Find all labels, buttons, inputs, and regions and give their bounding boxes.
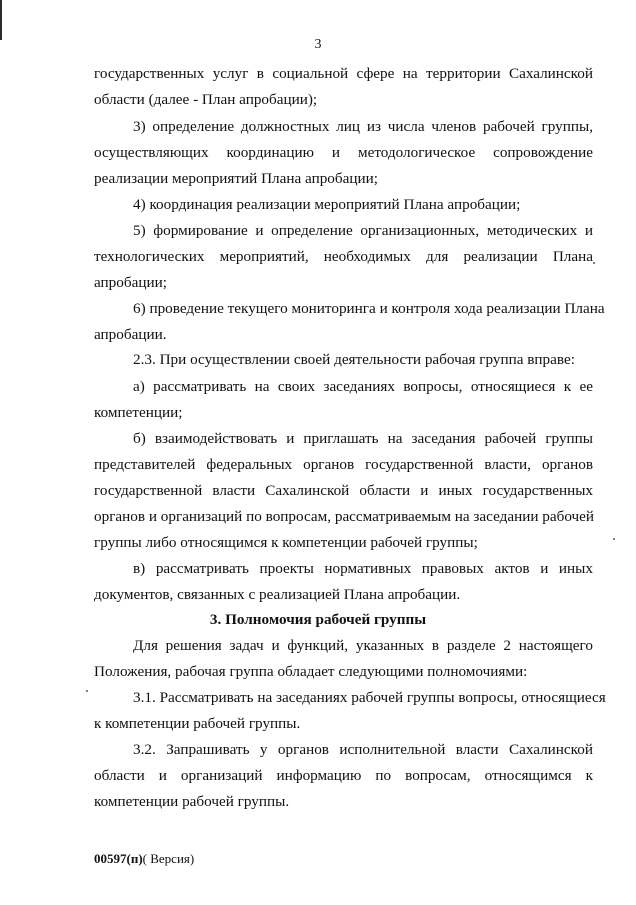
paragraph-line: представителей федеральных органов государственной власти, органов [94,456,593,473]
paragraph-line: апробации. [94,326,167,343]
document-version: ( Версия) [142,851,195,866]
section-heading: 3. Полномочия рабочей группы [209,611,427,628]
paragraph-line: документов, связанных с реализацией Плана апробации. [94,586,461,603]
paragraph-line: компетенции рабочей группы. [94,793,290,810]
paragraph-line: апробации; [94,274,167,291]
scan-edge-mark [0,0,2,40]
paragraph-line: 3.2. Запрашивать у органов исполнительной власти Сахалинской [133,741,593,758]
paragraph-line: технологических мероприятий, необходимых для реализации Плана [94,248,593,265]
paragraph-line: реализации мероприятий Плана апробации; [94,170,378,187]
paragraph-line: государственных услуг в социальной сфере на территории Сахалинской [94,65,593,82]
paragraph-line: а) рассматривать на своих заседаниях вопросы, относящиеся к ее [133,378,593,395]
paragraph-line: области (далее - План апробации); [94,91,318,108]
paragraph-line: осуществляющих координацию и методологическое сопровождение [94,144,593,161]
paragraph-line: Положения, рабочая группа обладает следующими полномочиями: [94,663,528,680]
paragraph-line: 4) координация реализации мероприятий Плана апробации; [133,196,521,213]
scan-speck [593,262,595,264]
paragraph-line: 3.1. Рассматривать на заседаниях рабочей группы вопросы, относящиеся [133,689,606,706]
paragraph-line: 5) формирование и определение организационных, методических и [133,222,593,239]
paragraph-line: 6) проведение текущего мониторинга и контроля хода реализации Плана [133,300,605,317]
page-number: 3 [314,37,322,52]
paragraph-line: группы либо относящимся к компетенции рабочей группы; [94,534,478,551]
paragraph-line: 2.3. При осуществлении своей деятельности рабочая группа вправе: [133,351,575,368]
paragraph-line: области и организаций информацию по вопросам, относящимся к [94,767,593,784]
paragraph-line: Для решения задач и функций, указанных в разделе 2 настоящего [133,637,593,654]
paragraph-line: 3) определение должностных лиц из числа членов рабочей группы, [133,118,593,135]
paragraph-line: органов и организаций по вопросам, рассматриваемым на заседании рабочей [94,508,595,525]
document-code-number: 00597(п) [94,851,143,866]
scan-speck [613,538,615,540]
paragraph-line: государственной власти Сахалинской области и иных государственных [94,482,593,499]
document-code [94,851,194,867]
paragraph-line: к компетенции рабочей группы. [94,715,301,732]
paragraph-line: б) взаимодействовать и приглашать на заседания рабочей группы [133,430,593,447]
paragraph-line: в) рассматривать проекты нормативных правовых актов и иных [133,560,593,577]
paragraph-line: компетенции; [94,404,183,421]
scan-speck [86,690,88,692]
